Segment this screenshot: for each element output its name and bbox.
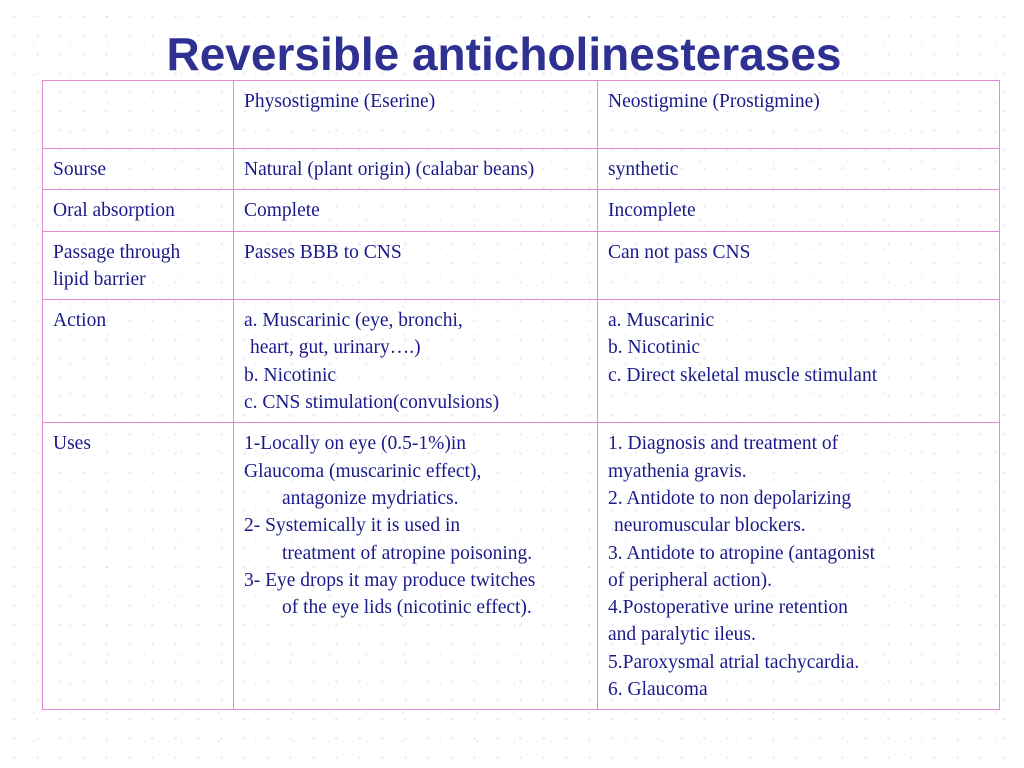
cell-line: Can not pass CNS: [608, 241, 751, 263]
cell-line: Complete: [244, 200, 320, 222]
cell-line: heart, gut, urinary….): [250, 337, 421, 359]
cell-line: 1. Diagnosis and treatment of: [608, 433, 839, 455]
row-label-cell: [43, 190, 234, 231]
header-cell-empty: [43, 81, 234, 149]
table-row-action: [43, 300, 1000, 423]
cell-line: 1-Locally on eye (0.5-1%)in: [244, 433, 467, 455]
header-cell-neostigmine: Neostigmine (Prostigmine): [598, 81, 1000, 149]
cell-line: c. CNS stimulation(convulsions): [244, 392, 500, 414]
cell-line: treatment of atropine poisoning.: [282, 542, 533, 564]
cell-line: 2. Antidote to non depolarizing: [608, 487, 852, 509]
row-label-text: Sourse: [53, 159, 107, 180]
physostigmine-cell: [234, 231, 598, 300]
cell-line: a. Muscarinic (eye, bronchi,: [244, 310, 463, 332]
row-label-text: Uses: [53, 433, 91, 455]
comparison-table: [42, 80, 1000, 710]
neostigmine-cell: [598, 423, 1000, 710]
cell-line: 5.Paroxysmal atrial tachycardia.: [608, 651, 860, 673]
cell-line: 2- Systemically it is used in: [244, 515, 461, 537]
cell-line: c. Direct skeletal muscle stimulant: [608, 364, 878, 386]
cell-line: b. Nicotinic: [608, 337, 701, 359]
cell-line: 6. Glaucoma: [608, 679, 708, 701]
row-label-cell: [43, 423, 234, 710]
cell-line: Glaucoma (muscarinic effect),: [244, 460, 482, 482]
cell-line: synthetic: [608, 159, 679, 180]
cell-line: and paralytic ileus.: [608, 624, 756, 646]
table-header-row: [43, 81, 1000, 149]
cell-line: Natural (plant origin) (calabar beans): [244, 159, 535, 180]
neostigmine-cell: [598, 190, 1000, 231]
row-label-text: Action: [53, 310, 107, 332]
row-label-cell: [43, 149, 234, 190]
cell-line: neuromuscular blockers.: [614, 515, 806, 537]
cell-line: Incomplete: [608, 200, 696, 222]
cell-line: 3- Eye drops it may produce twitches: [244, 569, 536, 591]
header-cell-physostigmine: Physostigmine (Eserine): [234, 81, 598, 149]
table-row-source: [43, 149, 1000, 190]
row-label-text: Oral absorption: [53, 200, 175, 222]
cell-line: myathenia gravis.: [608, 460, 747, 482]
physostigmine-cell: [234, 190, 598, 231]
table-row-oral-absorption: [43, 190, 1000, 231]
row-label-text: Passage through: [53, 241, 181, 263]
cell-line: Passes BBB to CNS: [244, 241, 402, 263]
physostigmine-cell: [234, 300, 598, 423]
neostigmine-cell: [598, 149, 1000, 190]
table-row-uses: [43, 423, 1000, 710]
cell-line: antagonize mydriatics.: [282, 487, 459, 509]
row-label-text: lipid barrier: [53, 268, 146, 290]
neostigmine-cell: [598, 231, 1000, 300]
row-label-cell: [43, 231, 234, 300]
cell-line: b. Nicotinic: [244, 364, 337, 386]
physostigmine-cell: [234, 149, 598, 190]
cell-line: a. Muscarinic: [608, 310, 715, 332]
physostigmine-cell: [234, 423, 598, 710]
cell-line: of the eye lids (nicotinic effect).: [282, 597, 532, 619]
cell-line: 4.Postoperative urine retention: [608, 597, 848, 619]
slide-title: Reversible anticholinesterases: [166, 28, 842, 80]
neostigmine-cell: [598, 300, 1000, 423]
cell-line: 3. Antidote to atropine (antagonist: [608, 542, 875, 564]
table-row-passage: [43, 231, 1000, 300]
row-label-cell: [43, 300, 234, 423]
cell-line: of peripheral action).: [608, 569, 773, 591]
